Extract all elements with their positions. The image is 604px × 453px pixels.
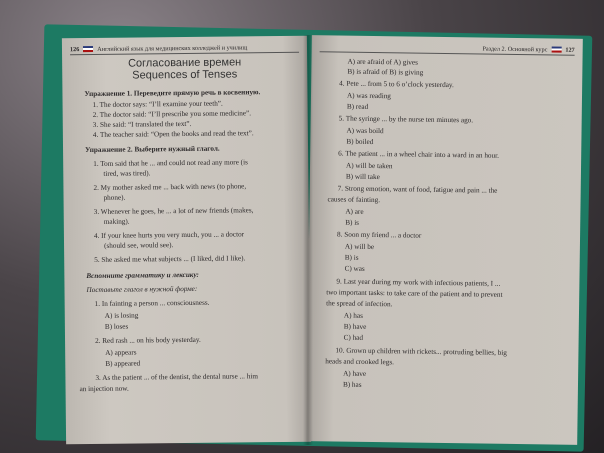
answer-option: B) is afraid of B) is giving: [347, 67, 424, 77]
answer-option: A) are afraid of A) gives: [347, 57, 418, 67]
text-line: 2. The doctor said: “I’ll prescribe you some medicine”.: [92, 109, 252, 119]
text-line: 1. The doctor says: “I’ll examine your teeth”.: [92, 99, 223, 109]
answer-option: A) was boild: [346, 126, 384, 136]
text-line: 3. She said: “I translated the text”.: [92, 119, 192, 129]
text-line: 5. The syringe ... by the nurse ten minutes ago.: [338, 114, 474, 125]
text-line: phone).: [103, 193, 126, 202]
text-line: 7. Strong emotion, want of food, fatigue and pain ... the: [337, 184, 498, 195]
left-page-header: [70, 42, 299, 55]
instruction-line: Поставьте глагол в нужной форме:: [86, 284, 198, 295]
text-line: 10. Grown up children with rickets... protruding bellies, big: [335, 346, 507, 357]
text-line: causes of fainting.: [327, 195, 381, 205]
text-line: the spread of infection.: [326, 299, 393, 309]
text-line: tired, was tired).: [103, 169, 151, 178]
answer-option: B) boiled: [346, 137, 374, 146]
section-title-en: Sequences of Tenses: [132, 68, 238, 82]
text-line: 9. Last year during my work with infectious patients, I ...: [336, 277, 501, 288]
uk-flag-icon: [551, 46, 561, 52]
book-spine-shadow: [303, 35, 313, 445]
answer-option: B) is: [344, 253, 359, 262]
answer-option: B) has: [342, 380, 362, 389]
right-running-head: Раздел 2. Основной курс: [482, 45, 548, 53]
text-line: 3. Whenever he goes, he ... a lot of new friends (makes,: [93, 206, 254, 216]
text-line: heads and crooked legs.: [325, 357, 395, 367]
text-line: (should see, would see).: [104, 241, 174, 250]
left-running-head: Английский язык для медицинских колледжей и училищ: [97, 43, 248, 53]
answer-option: A) was reading: [346, 91, 391, 101]
text-line: 8. Soon my friend ... a doctor: [337, 230, 422, 240]
exercise-heading: Упражнение 1. Переведите прямую речь в косвенную.: [84, 88, 261, 99]
answer-option: A) is losing: [104, 311, 139, 320]
text-line: 6. The patient ... in a wheel chair into a ward in an hour.: [338, 149, 499, 160]
text-line: 2. Red rash ... on his body yesterday.: [95, 335, 201, 345]
answer-option: C) had: [343, 333, 364, 342]
answer-option: A) will be taken: [345, 161, 393, 171]
answer-option: A) has: [343, 311, 363, 320]
text-line: 1. Tom said that he ... and could not read any more (is: [93, 158, 248, 168]
text-line: 1. In fainting a person ... consciousness.: [94, 298, 210, 308]
answer-option: B) appeared: [105, 359, 141, 368]
answer-option: B) will take: [345, 172, 380, 182]
text-line: 5. She asked me what subjects ... (I liked, did I like).: [94, 254, 246, 264]
text-line: 4. The teacher said: “Open the books and read the text”.: [92, 129, 254, 139]
answer-option: B) have: [343, 322, 367, 331]
right-page-header: [320, 41, 575, 56]
text-line: 3. As the patient ... of the dentist, the dental nurse ... him: [95, 372, 258, 382]
answer-option: C) was: [344, 264, 365, 273]
answer-option: B) read: [346, 102, 369, 111]
text-line: making).: [103, 217, 130, 226]
right-page-number: 127: [565, 46, 575, 54]
left-page: [62, 36, 311, 445]
text-line: 4. If your knee hurts you very much, you ... a doctor: [93, 230, 245, 240]
text-line: two important tasks: to take care of the patient and to prevent: [326, 288, 503, 299]
answer-option: A) have: [343, 369, 367, 378]
text-line: 2. My mother asked me ... back with news (to phone,: [93, 182, 247, 192]
answer-option: A) are: [345, 207, 364, 216]
left-page-number: 126: [69, 45, 80, 53]
right-page: [306, 35, 583, 445]
answer-option: B) is: [345, 218, 360, 227]
uk-flag-icon: [83, 46, 93, 52]
section-title-ru: Согласование времен: [127, 56, 242, 70]
answer-option: A) will be: [344, 242, 375, 252]
exercise-heading: Упражнение 2. Выберите нужный глагол.: [85, 144, 220, 155]
answer-option: A) appears: [105, 348, 137, 357]
answer-option: B) loses: [104, 322, 129, 331]
grammar-heading: Вспомните грамматику и лексику:: [86, 270, 199, 281]
text-line: 4. Pete ... from 5 to 6 o’clock yesterday.: [339, 79, 454, 90]
text-line: an injection now.: [79, 384, 129, 394]
